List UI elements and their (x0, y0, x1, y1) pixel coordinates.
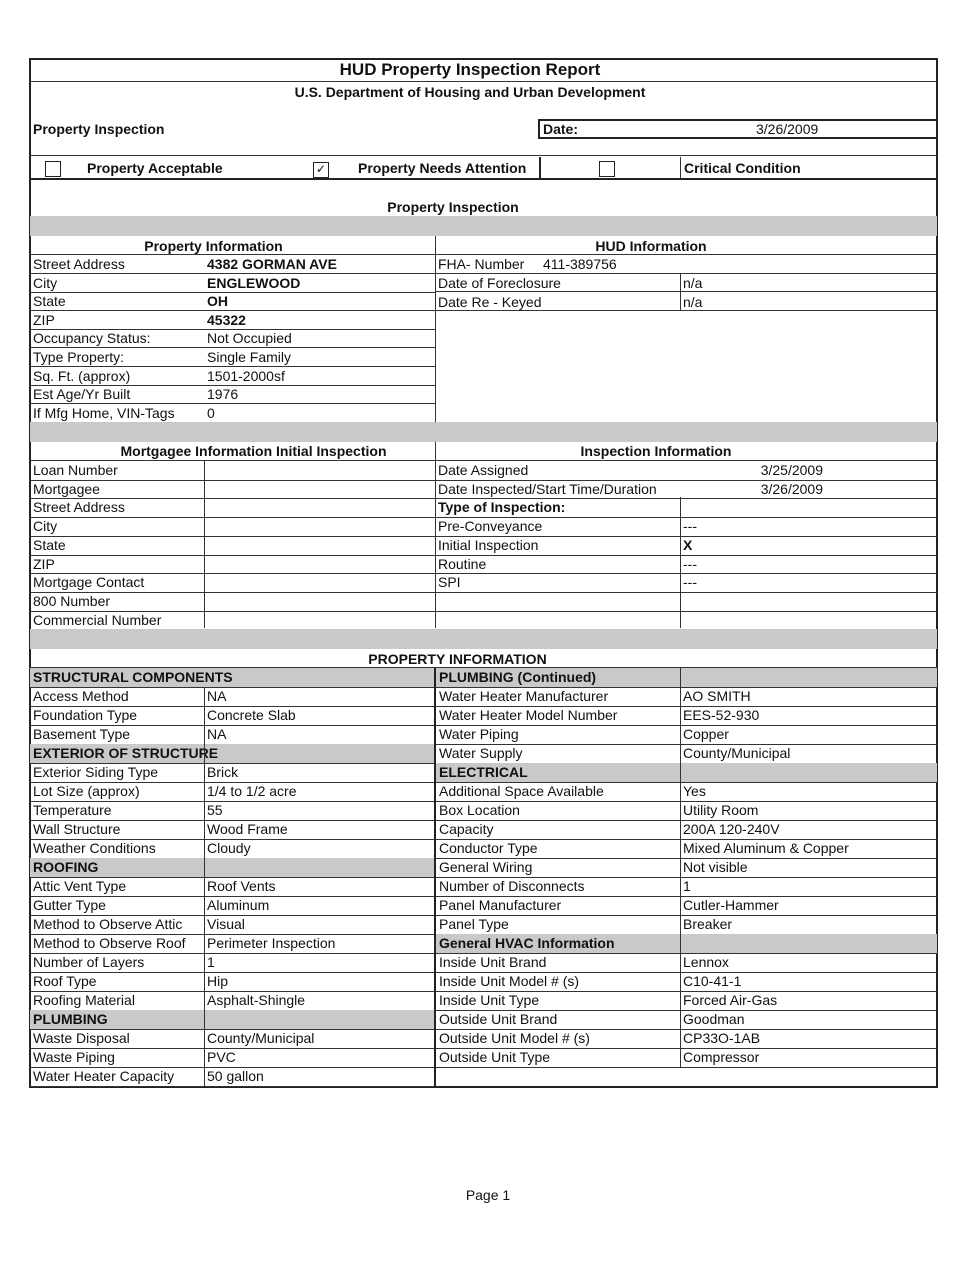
inspection-label: SPI (438, 574, 461, 591)
property-inspection-label: Property Inspection (33, 121, 165, 137)
row-divider (29, 611, 938, 612)
right-field-label: Panel Type (439, 916, 509, 932)
right-section-heading: PLUMBING (Continued) (439, 669, 597, 685)
mortgagee-field-input[interactable] (205, 536, 435, 554)
right-field-value: Yes (683, 783, 706, 799)
section-band (203, 858, 434, 877)
row-divider (29, 292, 436, 293)
left-field-label: Water Heater Capacity (33, 1068, 175, 1084)
row-divider (435, 1067, 938, 1068)
left-field-value: NA (207, 726, 227, 742)
mortgagee-field-input[interactable] (205, 461, 435, 479)
inspection-value: X (683, 536, 693, 553)
right-field-label: Additional Space Available (439, 783, 604, 799)
col-divider (680, 668, 681, 1067)
right-field-label: Water Supply (439, 745, 523, 761)
right-field-label: Outside Unit Model # (s) (439, 1030, 590, 1046)
left-field-value: 1 (207, 954, 215, 970)
col-divider (680, 497, 681, 628)
mortgagee-field-input[interactable] (205, 573, 435, 591)
left-field-label: Method to Observe Roof (33, 935, 186, 951)
section-band (679, 668, 937, 687)
property-info-label: ZIP (33, 311, 55, 328)
col-divider (204, 687, 205, 1086)
left-field-label: Temperature (33, 802, 112, 818)
property-info-value: 1501-2000sf (207, 367, 285, 384)
left-field-value: NA (207, 688, 227, 704)
mortgagee-field-input[interactable] (205, 555, 435, 573)
left-field-value: 55 (207, 802, 223, 818)
left-field-value: Hip (207, 973, 229, 989)
inspection-value: --- (683, 555, 697, 572)
property-information-heading: PROPERTY INFORMATION (368, 651, 547, 667)
fha-number-label: FHA- Number (438, 256, 525, 272)
right-field-value: Forced Air-Gas (683, 992, 778, 1008)
inspection-value: --- (683, 574, 697, 591)
right-field-value: Goodman (683, 1011, 745, 1027)
right-field-value: AO SMITH (683, 688, 751, 704)
left-section-heading: STRUCTURAL COMPONENTS (33, 669, 233, 685)
left-field-label: Roof Type (33, 973, 97, 989)
left-field-value: Perimeter Inspection (207, 935, 336, 951)
date-value: 3/26/2009 (756, 121, 819, 137)
row-divider (29, 592, 938, 593)
inspection-label: Pre-Conveyance (438, 518, 543, 535)
right-field-label: Outside Unit Type (439, 1049, 551, 1065)
property-info-label: State (33, 293, 66, 310)
left-field-label: Gutter Type (33, 897, 106, 913)
critical-label: Critical Condition (684, 160, 801, 176)
right-section-heading: ELECTRICAL (439, 764, 528, 780)
left-section-heading: EXTERIOR OF STRUCTURE (33, 745, 219, 761)
mortgagee-field-input[interactable] (205, 498, 435, 516)
section-band (203, 668, 434, 687)
left-field-label: Waste Piping (33, 1049, 115, 1065)
right-field-value: C10-41-1 (683, 973, 742, 989)
mortgagee-field-label: Loan Number (33, 462, 118, 478)
mortgagee-field-label: Mortgagee (33, 480, 100, 497)
attention-checkbox[interactable]: ✓ (313, 162, 329, 178)
report-title: HUD Property Inspection Report (339, 60, 601, 79)
right-field-value: County/Municipal (683, 745, 791, 761)
inspection-label: Date Assigned (438, 462, 529, 478)
property-info-value: 1976 (207, 386, 239, 403)
left-field-label: Number of Layers (33, 954, 145, 970)
section-band (679, 763, 937, 782)
inspection-label: Initial Inspection (438, 536, 539, 553)
right-field-value: Lennox (683, 954, 729, 970)
row-divider (29, 573, 938, 574)
right-field-label: Panel Manufacturer (439, 897, 562, 913)
mortgagee-field-label: City (33, 518, 58, 535)
left-field-value: 50 gallon (207, 1068, 264, 1084)
right-field-value: Copper (683, 726, 729, 742)
inspection-value: --- (683, 518, 697, 535)
left-field-label: Weather Conditions (33, 840, 156, 856)
inspection-label: Date Inspected/Start Time/Duration (438, 480, 657, 497)
left-field-label: Waste Disposal (33, 1030, 130, 1046)
hud-info-label: Date Re - Keyed (438, 293, 542, 310)
left-field-value: Concrete Slab (207, 707, 296, 723)
left-field-label: Wall Structure (33, 821, 121, 837)
right-field-label: Capacity (439, 821, 494, 837)
left-field-label: Method to Observe Attic (33, 916, 183, 932)
property-info-value: Not Occupied (207, 330, 292, 347)
left-section-heading: PLUMBING (33, 1011, 108, 1027)
right-field-value: Mixed Aluminum & Copper (683, 840, 849, 856)
mortgagee-field-label: Street Address (33, 499, 125, 516)
left-field-value: Brick (207, 764, 239, 780)
mortgagee-heading: Mortgagee Information Initial Inspection (120, 443, 387, 459)
right-field-value: Breaker (683, 916, 733, 932)
attention-label: Property Needs Attention (358, 160, 527, 176)
right-field-label: Box Location (439, 802, 520, 818)
property-info-label: Sq. Ft. (approx) (33, 367, 131, 384)
left-field-label: Access Method (33, 688, 129, 704)
col-divider (434, 668, 436, 1088)
left-field-label: Attic Vent Type (33, 878, 127, 894)
property-info-value: 45322 (207, 311, 246, 328)
acceptable-checkbox[interactable] (45, 161, 61, 177)
mortgagee-field-input[interactable] (205, 517, 435, 535)
mortgagee-field-label: 800 Number (33, 592, 111, 609)
inspection-label: Routine (438, 555, 487, 572)
left-field-label: Exterior Siding Type (33, 764, 159, 780)
right-field-label: Number of Disconnects (439, 878, 585, 894)
mortgagee-field-label: Commercial Number (33, 611, 162, 628)
right-field-label: Water Heater Model Number (439, 707, 618, 723)
page-number: Page 1 (465, 1187, 511, 1203)
hud-info-heading: HUD Information (595, 238, 707, 254)
mortgagee-field-input[interactable] (205, 611, 435, 629)
right-field-label: Inside Unit Model # (s) (439, 973, 580, 989)
property-info-heading: Property Information (144, 238, 283, 254)
right-field-value: 1 (683, 878, 691, 894)
section-band (679, 934, 937, 953)
property-info-label: Est Age/Yr Built (33, 386, 131, 403)
property-info-value: ENGLEWOOD (207, 274, 301, 291)
left-field-value: Cloudy (207, 840, 251, 856)
left-field-value: County/Municipal (207, 1030, 315, 1046)
hud-info-value: n/a (683, 293, 703, 310)
right-field-value: Utility Room (683, 802, 759, 818)
fha-number-value: 411-389756 (543, 256, 617, 272)
property-info-label: Type Property: (33, 349, 125, 365)
property-info-label: If Mfg Home, VIN-Tags (33, 404, 175, 421)
inspection-value: 3/26/2009 (760, 480, 823, 497)
property-info-value: Single Family (207, 349, 292, 365)
inspection-label: Type of Inspection: (438, 499, 566, 516)
section-band (203, 1010, 434, 1029)
left-field-label: Lot Size (approx) (33, 783, 140, 799)
property-info-value: 4382 GORMAN AVE (207, 256, 337, 272)
right-field-label: Inside Unit Type (439, 992, 540, 1008)
property-info-label: Occupancy Status: (33, 330, 151, 347)
left-field-label: Basement Type (33, 726, 131, 742)
col-divider (204, 460, 205, 628)
right-field-label: Water Heater Manufacturer (439, 688, 609, 704)
right-field-label: Outside Unit Brand (439, 1011, 558, 1027)
property-info-value: OH (207, 293, 228, 310)
left-field-label: Roofing Material (33, 992, 135, 1008)
left-field-value: Asphalt-Shingle (207, 992, 306, 1008)
right-field-value: Not visible (683, 859, 748, 875)
right-section-heading: General HVAC Information (439, 935, 615, 951)
right-field-value: Cutler-Hammer (683, 897, 779, 913)
row-divider (29, 1086, 435, 1087)
inspection-value: 3/25/2009 (760, 462, 823, 478)
mortgagee-field-label: Mortgage Contact (33, 574, 145, 591)
inspection-info-heading: Inspection Information (580, 443, 732, 459)
left-field-value: Roof Vents (207, 878, 276, 894)
left-field-label: Foundation Type (33, 707, 138, 723)
section-band (203, 744, 434, 763)
right-field-label: Inside Unit Brand (439, 954, 547, 970)
right-field-label: Water Piping (439, 726, 519, 742)
right-field-value: EES-52-930 (683, 707, 760, 723)
right-field-value: Compressor (683, 1049, 760, 1065)
right-field-label: General Wiring (439, 859, 533, 875)
mortgagee-field-input[interactable] (205, 480, 435, 498)
property-info-value: 0 (207, 404, 215, 421)
right-field-value: CP33O-1AB (683, 1030, 761, 1046)
left-field-value: Wood Frame (207, 821, 288, 837)
mortgagee-field-label: ZIP (33, 555, 55, 572)
date-label: Date: (543, 121, 579, 137)
date-box (538, 119, 938, 139)
left-section-heading: ROOFING (33, 859, 99, 875)
property-info-label: Street Address (33, 256, 125, 272)
mortgagee-field-label: State (33, 536, 66, 553)
hud-info-label: Date of Foreclosure (438, 275, 561, 291)
property-info-label: City (33, 274, 58, 291)
hud-info-value: n/a (683, 275, 703, 291)
right-field-value: 200A 120-240V (683, 821, 780, 837)
mortgagee-field-input[interactable] (205, 592, 435, 610)
left-field-value: Aluminum (207, 897, 270, 913)
critical-checkbox[interactable] (599, 161, 615, 177)
left-field-value: 1/4 to 1/2 acre (207, 783, 297, 799)
left-field-value: PVC (207, 1049, 236, 1065)
right-field-label: Conductor Type (439, 840, 538, 856)
left-field-value: Visual (207, 916, 245, 932)
property-inspection-heading: Property Inspection (387, 199, 519, 215)
acceptable-label: Property Acceptable (87, 160, 223, 176)
report-subtitle: U.S. Department of Housing and Urban Development (294, 84, 646, 100)
col-divider (435, 442, 436, 628)
